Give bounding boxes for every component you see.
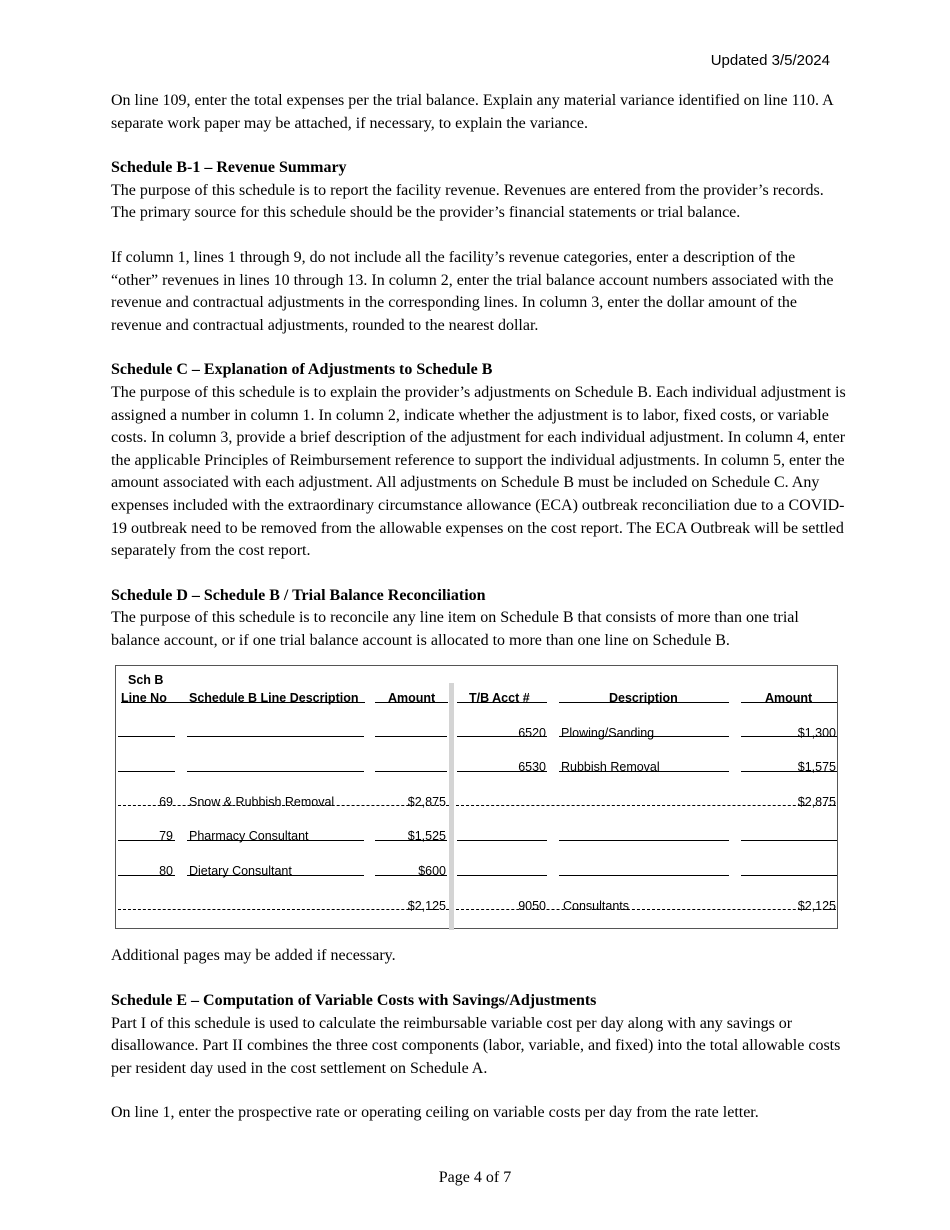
column-separator <box>449 683 454 930</box>
additional-pages-note: Additional pages may be added if necessary. <box>111 947 396 965</box>
header-line-description: Schedule B Line Description <box>189 691 359 706</box>
document-body <box>111 90 846 1125</box>
row-6-description: Consultants <box>563 899 630 914</box>
row-1-tb-amount: $1,300 <box>797 726 836 741</box>
row-2-description: Rubbish Removal <box>561 760 660 775</box>
schedule-d-paragraph: The purpose of this schedule is to reconcile any line item on Schedule B that consists of more than one trial balance account, or if one trial balance account is allocated to more than one line on Schedule B. <box>111 609 799 649</box>
row-6-tb-account: 9050 <box>518 899 546 914</box>
header-amount: Amount <box>388 691 436 706</box>
schedule-b1-paragraph-1: The purpose of this schedule is to report the facility revenue. Revenues are entered from the provider’s records. The primary source for this schedule should be the provider’s financial statements or trial balance. <box>111 181 824 222</box>
schedule-e-paragraph-2: On line 1, enter the prospective rate or operating ceiling on variable costs per day from the rate letter. <box>111 1104 759 1122</box>
header-description: Description <box>609 691 678 706</box>
row-3-line-description: Snow & Rubbish Removal <box>189 795 335 810</box>
row-1-tb-account: 6520 <box>518 726 546 741</box>
header-line-no: Line No <box>121 691 167 706</box>
intro-paragraph: On line 109, enter the total expenses per the trial balance. Explain any material variance identified on line 110. A separate work paper may be attached, if necessary, to explain the variance. <box>111 92 833 132</box>
schedule-e-paragraph-1: Part I of this schedule is used to calculate the reimbursable variable cost per day along with any savings or disallowance. Part II combines the three cost components (labor, variable, and fixed) into the total allowable costs per resident day used in the cost settlement on Schedule A. <box>111 1014 841 1077</box>
row-3-amount: $2,875 <box>407 795 446 810</box>
header-tb-amount: Amount <box>765 691 813 706</box>
schedule-b1-paragraph-2: If column 1, lines 1 through 9, do not include all the facility’s revenue categories, enter a description of the “other” revenues in lines 10 through 13. In column 2, enter the trial balance account numbers associated with the revenue and contractual adjustments in the corresponding lines. In column 3, enter the dollar amount of the revenue and contractual adjustments, rounded to the nearest dollar. <box>111 248 834 334</box>
row-5-line-no: 80 <box>159 864 173 879</box>
row-3-tb-amount: $2,875 <box>797 795 836 810</box>
schedule-e-heading: Schedule E – Computation of Variable Costs with Savings/Adjustments <box>111 992 597 1010</box>
row-6-tb-amount: $2,125 <box>797 899 836 914</box>
schedule-b1-heading: Schedule B-1 – Revenue Summary <box>111 159 347 177</box>
row-1-description: Plowing/Sanding <box>561 726 655 741</box>
row-2-tb-amount: $1,575 <box>797 760 836 775</box>
header-tb-account: T/B Acct # <box>469 691 530 706</box>
schedule-c-paragraph: The purpose of this schedule is to explain the provider’s adjustments on Schedule B. Each individual adjustment is assigned a number in column 1. In column 2, indicate whether the adjustment is to labor, fixed costs, or variable costs. In column 3, provide a brief description of the adjustment for each individual adjustment. In column 4, enter the applicable Principles of Reimbursement reference to support the individual adjustments. In column 5, enter the amount associated with each adjustment. All adjustments on Schedule B must be included on Schedule C. Any expenses included with the extraordinary circumstance allowance (ECA) outbreak reconciliation due to a COVID-19 outbreak need to be removed from the allowable expenses on the cost report. The ECA Outbreak will be settled separately from the cost report. <box>111 383 846 560</box>
row-4-line-no: 79 <box>159 829 173 844</box>
reconciliation-table <box>115 665 838 929</box>
row-6-amount: $2,125 <box>407 899 446 914</box>
row-5-line-description: Dietary Consultant <box>189 864 292 879</box>
row-2-tb-account: 6530 <box>518 760 546 775</box>
schedule-d-heading: Schedule D – Schedule B / Trial Balance Reconciliation <box>111 586 486 604</box>
page-number: Page 4 of 7 <box>438 1169 512 1186</box>
row-3-line-no: 69 <box>159 795 173 810</box>
updated-date: Updated 3/5/2024 <box>710 52 830 69</box>
header-line-no-top: Sch B <box>128 673 164 688</box>
row-5-amount: $600 <box>418 864 446 879</box>
schedule-c-heading: Schedule C – Explanation of Adjustments to Schedule B <box>111 361 493 379</box>
row-4-line-description: Pharmacy Consultant <box>189 829 309 844</box>
row-4-amount: $1,525 <box>407 829 446 844</box>
